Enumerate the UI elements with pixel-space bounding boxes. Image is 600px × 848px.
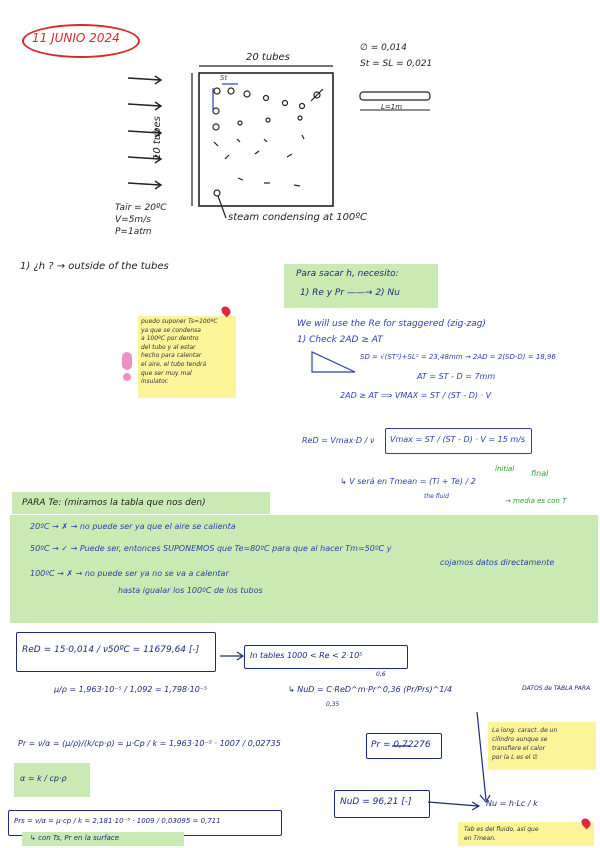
alpha-equation: α = k / cp·ρ [20, 774, 67, 783]
air-velocity: V=5m/s [115, 215, 151, 225]
vmax-formula: 2AD ≥ AT ⟹ VMAX = ST / (ST - D) · V [340, 391, 492, 400]
need-box-steps: 1) Re y Pr ——→ 2) Nu [300, 288, 400, 298]
the-fluid: the fluid [424, 493, 449, 500]
datos-tabla: DATOS de TABLA PARA [522, 685, 591, 692]
pr-equation: Pr = ν/α = (μ/ρ)/(k/cp·ρ) = μ·Cp / k = 1,963·10⁻⁵ · 1007 / 0,02735 [18, 739, 281, 748]
m-value: 0,6 [376, 671, 386, 678]
air-temp: Tair = 20ºC [115, 203, 167, 213]
at-formula: AT = ST - D = 7mm [417, 372, 496, 381]
v-sera: ↳ V será en Tmean = (Ti + Te) / 2 [340, 477, 476, 486]
media-label: → media es con T [505, 497, 567, 505]
need-box-title: Para sacar h, necesito: [296, 269, 399, 279]
row-count-label: 10 tubes [152, 116, 163, 160]
sticky-note-tab-text: Tab es del fluido, así que en Tmean. [464, 826, 539, 842]
diameter-label: ∅ = 0,014 [360, 43, 407, 53]
initial-label: initial [495, 465, 515, 473]
tables-range: In tables 1000 < Re < 2·10⁵ [250, 651, 363, 660]
sticky-note-assumption-text: puedo suponer Ts=100ºC ya que se condensa a 100ºC por dentro del tubo y al estar hecho para calentar el aire, el tubo tendrá que ser muy mal insulator. [141, 318, 218, 386]
final-label: final [531, 469, 549, 478]
te-title: PARA Te: (miramos la tabla que nos den) [22, 498, 206, 508]
sticky-note-length-text: La long. caract. de un cilindro aunque se transfiere el calor por la L es el ∅ [492, 727, 558, 761]
c-value: 0,35 [326, 701, 340, 708]
vmax-value: Vmax = ST / (ST - D) · V = 15 m/s [390, 435, 526, 444]
nud-value: NuD = 96,21 [-] [340, 797, 412, 807]
staggered-line-1: We will use the Re for staggered (zig-zag) [297, 319, 486, 329]
nud-correlation: ↳ NuD = C·ReD^m·Pr^0,36 (Pr/Prs)^1/4 [288, 685, 453, 694]
nu-ratio: μ/ρ = 1,963·10⁻⁵ / 1,092 = 1,798·10⁻⁵ [54, 685, 208, 694]
te-row-20: 20ºC → ✗ → no puede ser ya que el aire se calienta [30, 522, 236, 531]
te-row-100: 100ºC → ✗ → no puede ser ya no se va a calentar [30, 569, 229, 578]
prs-note: ↳ con Ts, Pr en la surface [30, 834, 120, 842]
staggered-line-2: 1) Check 2AD ≥ AT [297, 335, 383, 345]
date-text: 11 JUNIO 2024 [32, 31, 120, 45]
question-1: 1) ¿h ? → outside of the tubes [20, 261, 169, 272]
tube-count-label: 20 tubes [246, 52, 290, 63]
length-label: L=1m [381, 103, 403, 111]
re-equation: ReD = 15·0,014 / ν50ºC = 11679,64 [-] [22, 645, 200, 655]
spacing-label: St = SL = 0,021 [360, 59, 433, 69]
nu-h-formula: Nu = h·Lc / k [486, 799, 538, 808]
st-label: St [220, 74, 228, 82]
te-row-50: 50ºC → ✓ → Puede ser, entonces SUPONEMOS que Te=80ºC para que al hacer Tm=50ºC y [30, 544, 392, 553]
air-pressure: P=1atm [115, 227, 152, 237]
steam-label: steam condensing at 100ºC [228, 212, 367, 223]
re-d-formula: ReD = Vmax·D / ν [302, 436, 375, 445]
pr-value: Pr = 0,72276 [371, 740, 431, 750]
prs-equation: Prs = ν/α = μ·cp / k = 2,181·10⁻⁵ · 1009 / 0,03095 = 0,711 [14, 817, 221, 825]
sd-formula: SD = √(ST²)+SL² = 23,48mm → 2AD = 2(SD-D) = 18,96 [360, 353, 556, 361]
te-row-50b: cojamos datos directamente [440, 558, 555, 567]
te-row-100b: hasta igualar los 100ºC de los tubos [118, 586, 263, 595]
